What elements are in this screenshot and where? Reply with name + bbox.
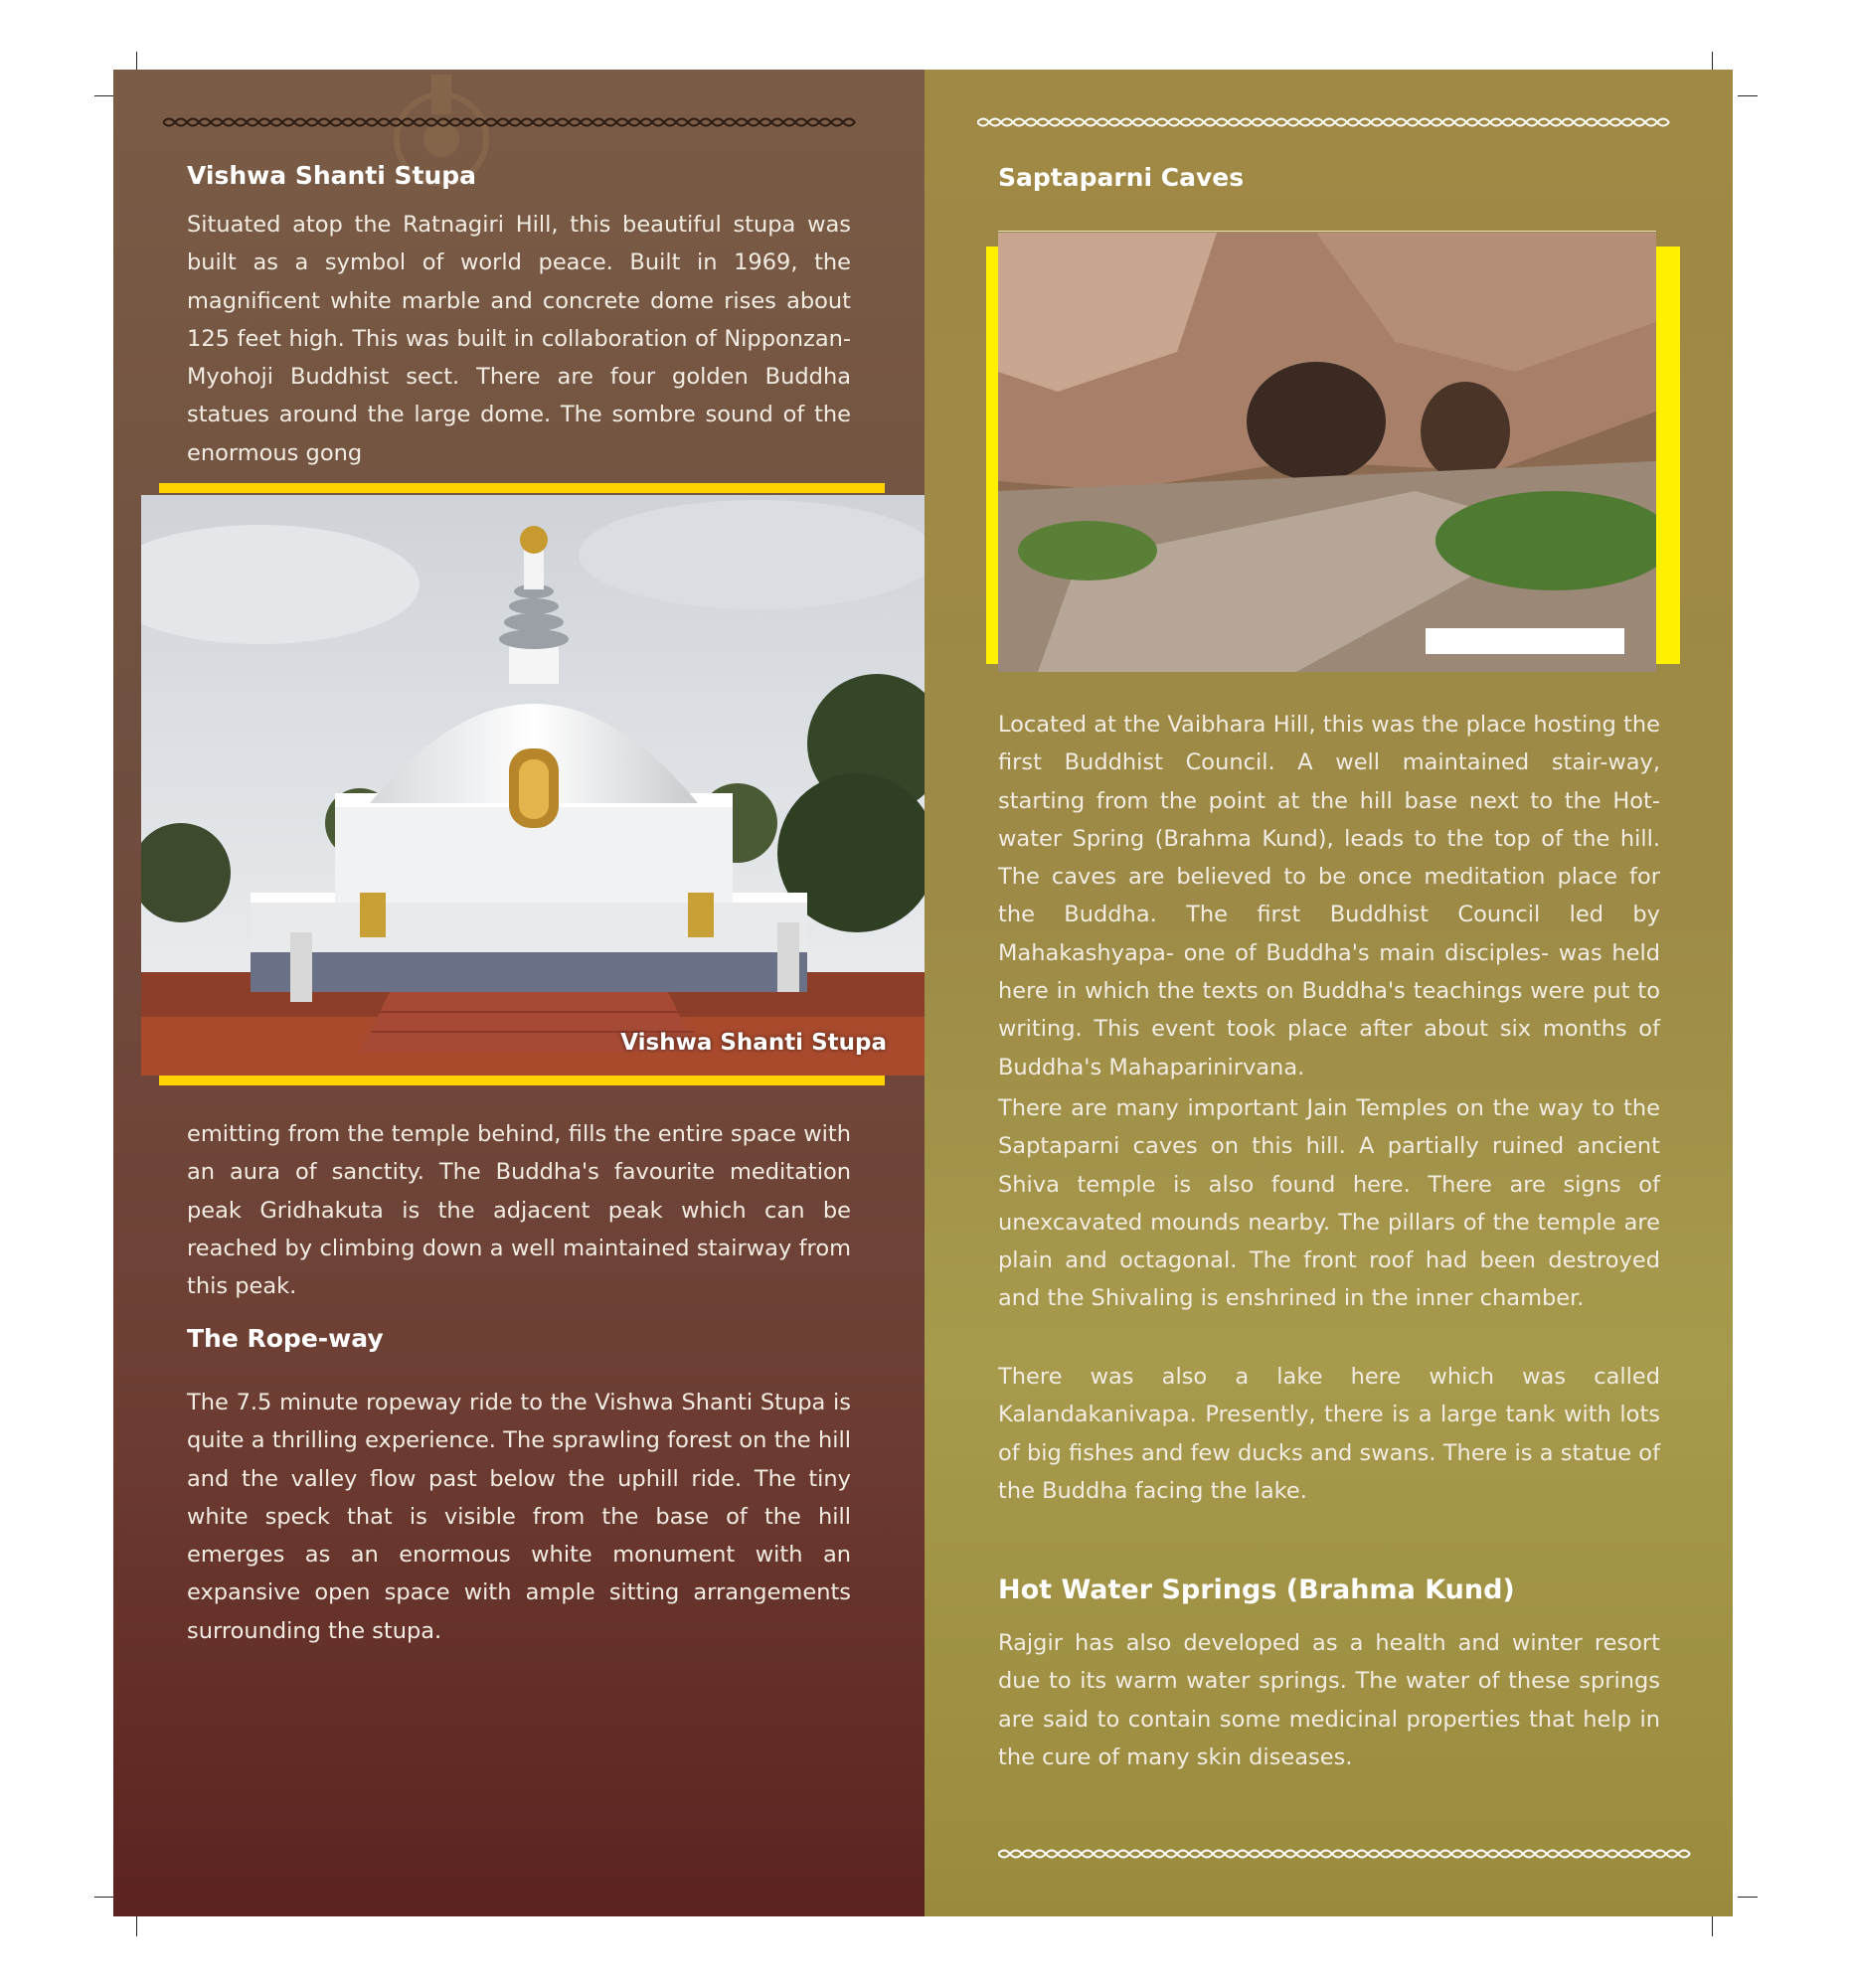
springs-title: Hot Water Springs (Brahma Kund) <box>998 1574 1515 1605</box>
crop-mark <box>94 1897 114 1898</box>
stupa-paragraph-2: emitting from the temple behind, fills the entire space with an aura of sanctity. The Buddha's favourite meditation peak Gridhakuta is the adjacent peak which can be reached by climbing down a well maintained stairway from this peak. <box>187 1121 851 1300</box>
caves-paragraph-1: Located at the Vaibhara Hill, this was the place hosting the first Buddhist Council. A well maintained stair-way, starting from the point at the hill base next to the Hot-water Spring (Brahma Kund), leads to the top of the hill. The caves are believed to be once meditation place for the Buddha. The first Buddhist Council led by Mahakashyapa- one of Buddha's main disciples- was held here in which the texts on Buddha's teachings were put to writing. This event took place after about six months of Buddha's Mahaparinirvana. <box>998 712 1660 1080</box>
caves-illustration <box>998 233 1656 672</box>
caves-paragraph-3: There was also a lake here which was called Kalandakanivapa. Presently, there is a large tank with lots of big fishes and few ducks and swans. There is a statue of the Buddha facing the lake. <box>998 1364 1660 1504</box>
caves-title: Saptaparni Caves <box>998 163 1245 192</box>
ropeway-title: The Rope-way <box>187 1324 384 1353</box>
photo-left-bar <box>986 247 998 664</box>
stupa-illustration <box>141 495 925 1076</box>
left-panel <box>113 70 925 1916</box>
stupa-paragraph-1: Situated atop the Ratnagiri Hill, this beautiful stupa was built as a symbol of world peace. Built in 1969, the magnificent white marble and concrete dome rises about 125 feet high. This was built in collaboration of Nipponzan-Myohoji Buddhist sect. There are four golden Buddha statues around the large dome. The sombre sound of the enormous gong <box>187 212 851 466</box>
stupa-photo <box>141 495 925 1076</box>
stupa-photo-caption: Vishwa Shanti Stupa <box>620 1030 887 1056</box>
photo-right-bar <box>1656 247 1680 664</box>
stupa-title: Vishwa Shanti Stupa <box>187 161 477 190</box>
crop-mark <box>1738 1897 1758 1898</box>
springs-paragraph: Rajgir has also developed as a health and winter resort due to its warm water springs. The water of these springs are said to contain some medicinal properties that help in the cure of many skin diseases. <box>998 1630 1660 1770</box>
crop-mark <box>94 95 114 96</box>
crop-mark <box>136 1916 137 1936</box>
ornament-divider <box>977 115 1673 129</box>
photo-bottom-bar <box>159 1076 885 1085</box>
right-panel <box>925 70 1733 1916</box>
photo-rule <box>998 231 1656 232</box>
ornament-divider <box>998 1847 1694 1861</box>
crop-mark <box>1712 1916 1713 1936</box>
caves-paragraph-2: There are many important Jain Temples on the way to the Saptaparni caves on this hill. A partially ruined ancient Shiva temple is also found here. There are signs of unexcavated mounds nearby. The pillars of the temple are plain and octagonal. The front roof had been destroyed and the Shivaling is enshrined in the inner chamber. <box>998 1095 1660 1312</box>
crop-mark <box>1738 95 1758 96</box>
ropeway-paragraph: The 7.5 minute ropeway ride to the Vishwa Shanti Stupa is quite a thrilling experience. The sprawling forest on the hill and the valley flow past below the uphill ride. The tiny white speck that is visible from the base of the hill emerges as an enormous white monument with an expansive open space with ample sitting arrangements surrounding the stupa. <box>187 1390 851 1644</box>
crop-mark <box>1712 52 1713 72</box>
caves-photo <box>998 233 1656 672</box>
photo-top-bar <box>159 483 885 493</box>
crop-mark <box>136 52 137 72</box>
ornament-divider <box>163 115 859 129</box>
